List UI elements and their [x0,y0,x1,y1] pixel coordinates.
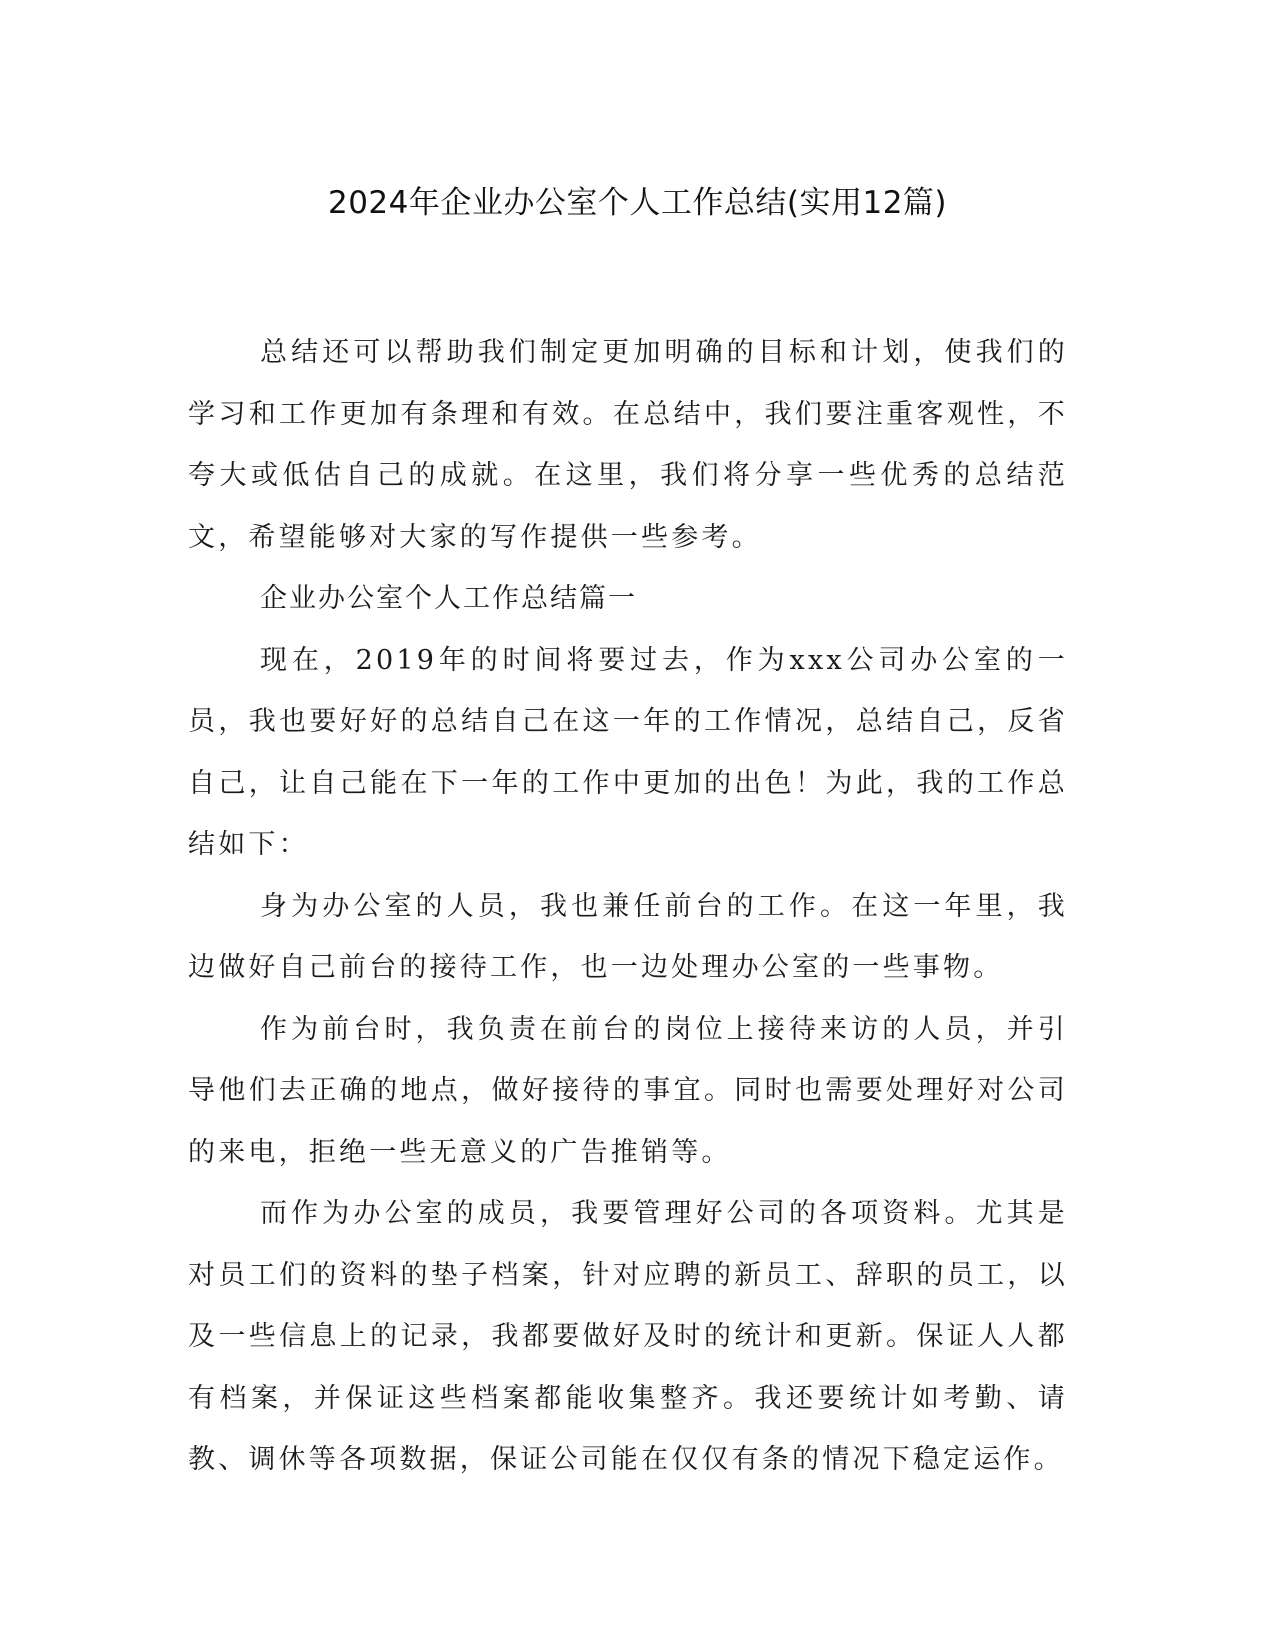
body-paragraph: 身为办公室的人员，我也兼任前台的工作。在这一年里，我边做好自己前台的接待工作，也一边处理办公室的一些事物。 [188,890,1068,983]
document-body [188,322,1068,1491]
document-title: 2024年企业办公室个人工作总结(实用12篇) [327,185,948,221]
body-paragraph: 作为前台时，我负责在前台的岗位上接待来访的人员，并引导他们去正确的地点，做好接待的事宜。同时也需要处理好对公司的来电，拒绝一些无意义的广告推销等。 [188,1013,1068,1168]
section-heading: 企业办公室个人工作总结篇一 [260,583,637,614]
body-paragraph: 现在，2019年的时间将要过去，作为xxx公司办公室的一员，我也要好好的总结自己在这一年的工作情况，总结自己，反省自己，让自己能在下一年的工作中更加的出色！为此，我的工作总结如下： [188,644,1068,860]
intro-paragraph: 总结还可以帮助我们制定更加明确的目标和计划，使我们的学习和工作更加有条理和有效。在总结中，我们要注重客观性，不夸大或低估自己的成就。在这里，我们将分享一些优秀的总结范文，希望能够对大家的写作提供一些参考。 [188,337,1068,553]
body-paragraph: 而作为办公室的成员，我要管理好公司的各项资料。尤其是对员工们的资料的垫子档案，针对应聘的新员工、辞职的员工，以及一些信息上的记录，我都要做好及时的统计和更新。保证人人都有档案，并保证这些档案都能收集整齐。我还要统计如考勤、请教、调休等各项数据，保证公司能在仅仅有条的情况下稳定运作。 [188,1198,1068,1475]
